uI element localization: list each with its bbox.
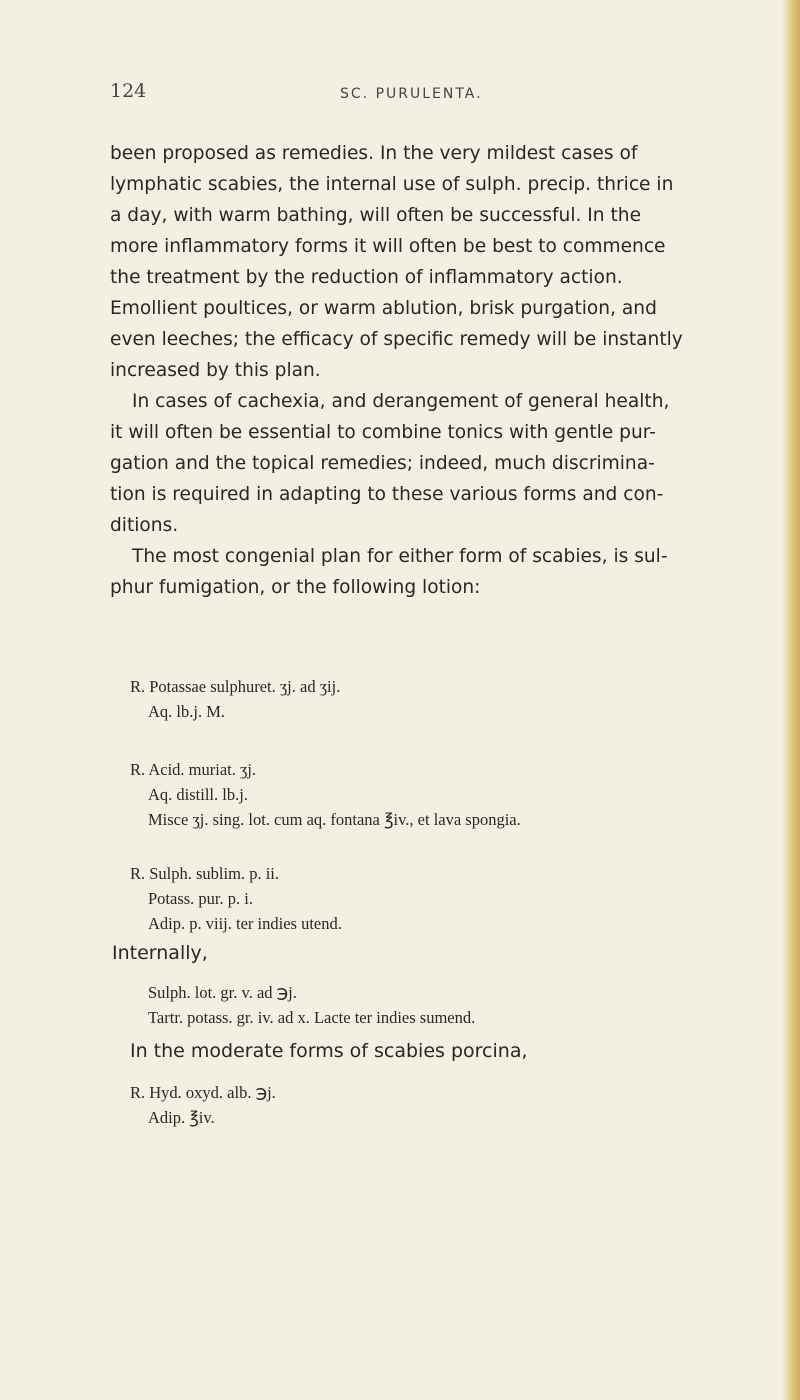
rx-line: R. Potassae sulphuret. ʒj. ad ʒij. bbox=[130, 677, 341, 696]
rx-line: R. Hyd. oxyd. alb. ℈j. bbox=[130, 1083, 276, 1102]
paragraph-2 bbox=[110, 386, 710, 541]
text-line: lymphatic scabies, the internal use of sulph. precip. thrice in bbox=[110, 174, 674, 195]
page-number: 124 bbox=[110, 80, 147, 102]
text-line: In cases of cachexia, and derangement of general health, bbox=[132, 391, 670, 412]
text-line: phur fumigation, or the following lotion: bbox=[110, 577, 481, 598]
paragraph-1 bbox=[110, 138, 710, 386]
text-line: the treatment by the reduction of inflammatory action. bbox=[110, 267, 623, 288]
body-text bbox=[110, 138, 710, 603]
prescription-4 bbox=[148, 980, 475, 1030]
paragraph-3 bbox=[110, 541, 710, 603]
text-line: been proposed as remedies. In the very mildest cases of bbox=[110, 143, 638, 164]
page-edge bbox=[782, 0, 800, 1400]
rx-line: Adip. ℥iv. bbox=[148, 1108, 215, 1127]
moderate-forms-heading: In the moderate forms of scabies porcina, bbox=[130, 1040, 528, 1062]
text-line: ditions. bbox=[110, 515, 179, 536]
rx-line: Sulph. lot. gr. v. ad ℈j. bbox=[148, 983, 297, 1002]
rx-line: Aq. lb.j. M. bbox=[148, 702, 226, 721]
text-line: increased by this plan. bbox=[110, 360, 321, 381]
rx-line: Aq. distill. lb.j. bbox=[148, 785, 248, 804]
text-line: The most congenial plan for either form of scabies, is sul- bbox=[132, 546, 668, 567]
rx-line: R. Sulph. sublim. p. ii. bbox=[130, 864, 279, 883]
internally-heading: Internally, bbox=[112, 942, 208, 964]
prescription-1 bbox=[130, 674, 340, 724]
rx-line: Misce ʒj. sing. lot. cum aq. fontana ℥iv., et lava spongia. bbox=[148, 810, 521, 829]
page-header bbox=[110, 80, 710, 110]
prescription-3 bbox=[130, 861, 342, 936]
rx-line: R. Acid. muriat. ʒj. bbox=[130, 760, 257, 779]
prescription-2 bbox=[130, 757, 521, 832]
text-line: more inflammatory forms it will often be best to commence bbox=[110, 236, 666, 257]
text-line: Emollient poultices, or warm ablution, brisk purgation, and bbox=[110, 298, 657, 319]
text-line: gation and the topical remedies; indeed, much discrimina- bbox=[110, 453, 655, 474]
prescription-5 bbox=[130, 1080, 276, 1130]
text-line: even leeches; the efficacy of specific remedy will be instantly bbox=[110, 329, 683, 350]
text-line: it will often be essential to combine tonics with gentle pur- bbox=[110, 422, 656, 443]
rx-line: Potass. pur. p. i. bbox=[148, 889, 253, 908]
rx-line: Tartr. potass. gr. iv. ad x. Lacte ter indies sumend. bbox=[148, 1008, 476, 1027]
running-head: SC. PURULENTA. bbox=[340, 86, 483, 102]
text-line: a day, with warm bathing, will often be successful. In the bbox=[110, 205, 642, 226]
rx-line: Adip. p. viij. ter indies utend. bbox=[148, 914, 342, 933]
text-line: tion is required in adapting to these various forms and con- bbox=[110, 484, 664, 505]
